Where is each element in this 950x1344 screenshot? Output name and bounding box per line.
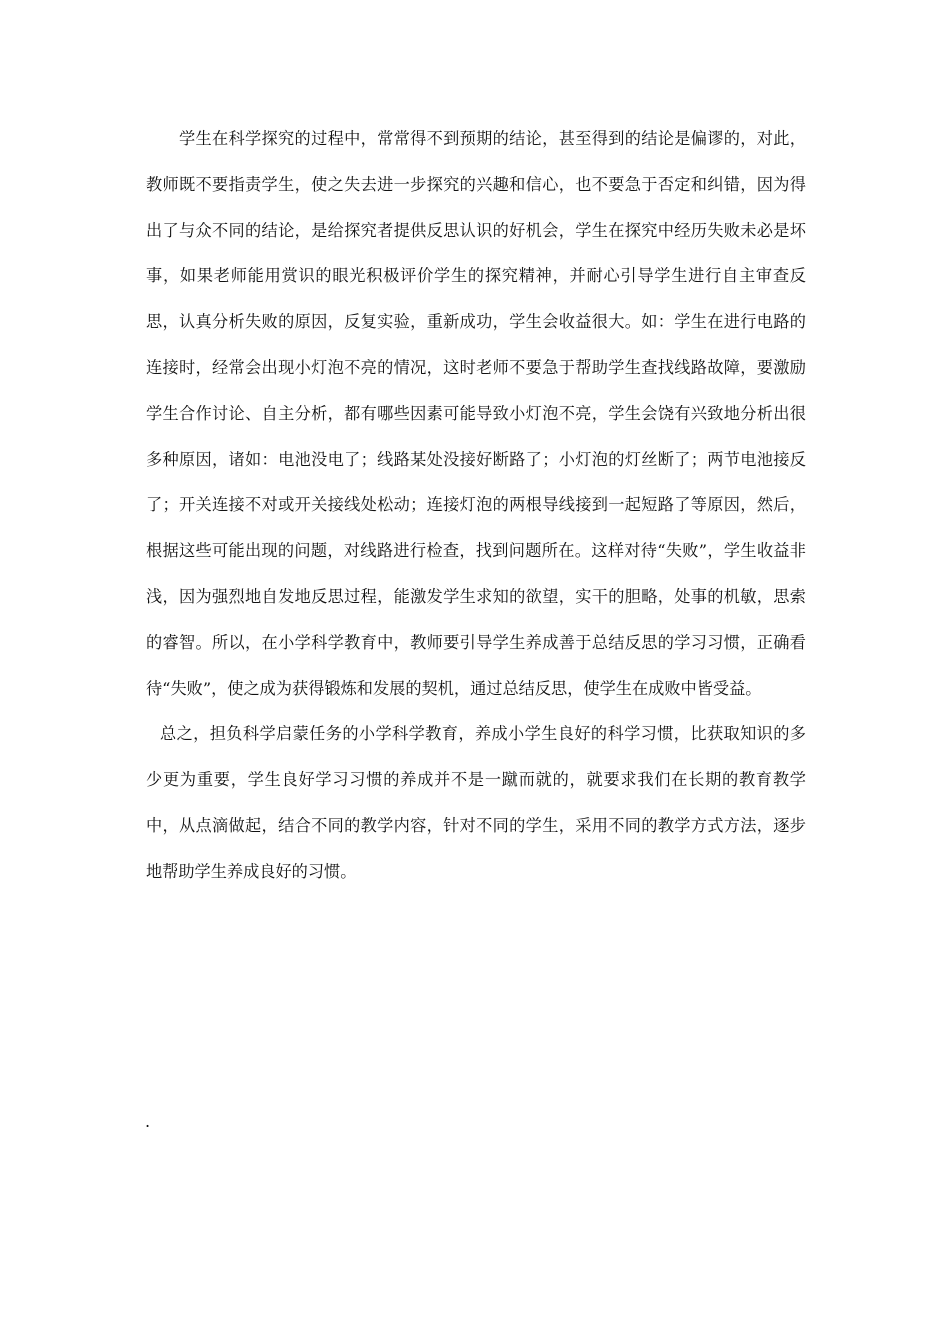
paragraph-conclusion: 总之，担负科学启蒙任务的小学科学教育，养成小学生良好的科学习惯，比获取知识的多少更为重要，学生良好学习习惯的养成并不是一蹴而就的，就要求我们在长期的教育教学中，从点滴做起，结合不同的教学内容，针对不同的学生，采用不同的教学方式方法，逐步地帮助学生养成良好的习惯。 (146, 724, 806, 881)
paragraph-reflection-on-failure: 学生在科学探究的过程中，常常得不到预期的结论，甚至得到的结论是偏谬的，对此，教师既不要指责学生，使之失去进一步探究的兴趣和信心，也不要急于否定和纠错，因为得出了与众不同的结论，是给探究者提供反思认识的好机会，学生在探究中经历失败未必是坏事，如果老师能用赏识的眼光积极评价学生的探究精神，并耐心引导学生进行自主审查反思，认真分析失败的原因，反复实验，重新成功，学生会收益很大。如：学生在进行电路的连接时，经常会出现小灯泡不亮的情况，这时老师不要急于帮助学生查找线路故障，要激励学生合作讨论、自主分析，都有哪些因素可能导致小灯泡不亮，学生会饶有兴致地分析出很多种原因，诸如：电池没电了；线路某处没接好断路了；小灯泡的灯丝断了；两节电池接反了；开关连接不对或开关接线处松动；连接灯泡的两根导线接到一起短路了等原因，然后，根据这些可能出现的问题，对线路进行检查，找到问题所在。这样对待“失败”，学生收益非浅，因为强烈地自发地反思过程，能激发学生求知的欲望，实干的胆略，处事的机敏，思索的睿智。所以，在小学科学教育中，教师要引导学生养成善于总结反思的学习习惯，正确看待“失败”，使之成为获得锻炼和发展的契机，通过总结反思，使学生在成败中皆受益。 (146, 129, 806, 698)
footer-mark: . (145, 1112, 151, 1131)
document-body (146, 116, 806, 895)
